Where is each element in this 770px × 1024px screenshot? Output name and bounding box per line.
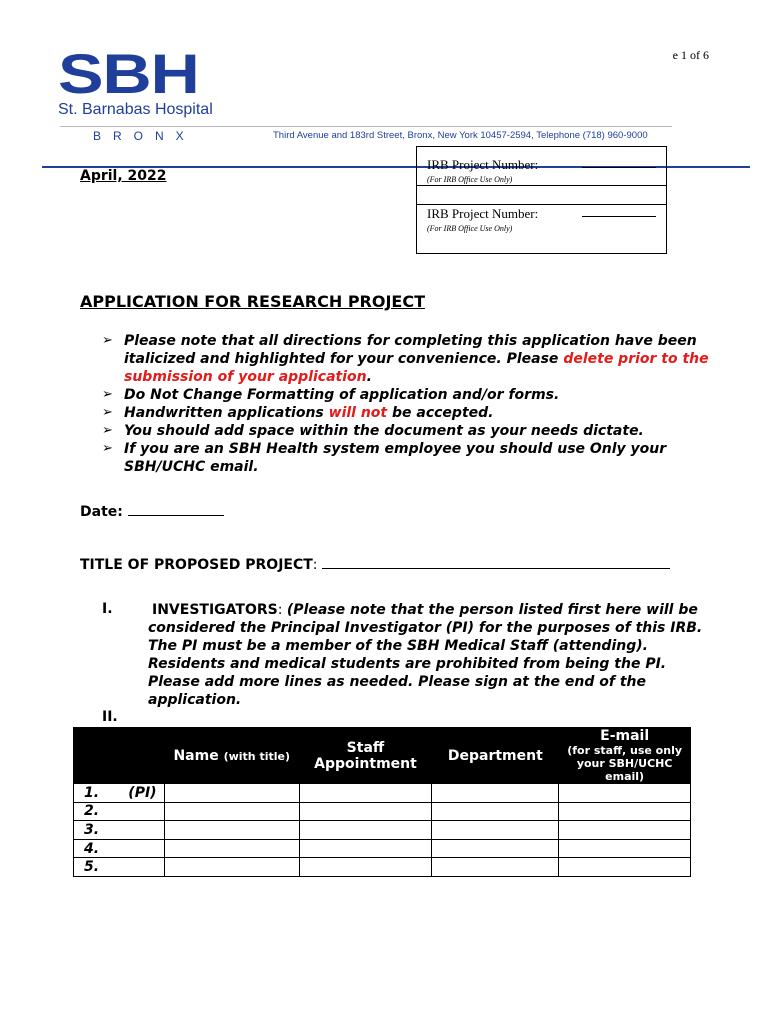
page-title: APPLICATION FOR RESEARCH PROJECT [80,292,426,311]
staff-cell[interactable] [299,839,432,858]
name-cell[interactable] [164,839,299,858]
row-label: 4. [74,839,165,858]
section-number: I. [102,601,113,617]
list-item [102,332,712,386]
department-cell[interactable] [432,802,559,821]
irb-label: IRB Project Number: [427,206,539,221]
letterhead-address: Third Avenue and 183rd Street, Bronx, New York 10457-2594, Telephone (718) 960-9000 [273,130,648,141]
row-label: 5. [74,858,165,877]
table-row [74,839,691,858]
row-label: 1. (PI) [74,784,165,803]
list-item [102,404,712,422]
name-cell[interactable] [164,821,299,840]
table-row [74,784,691,803]
department-cell[interactable] [432,784,559,803]
instruction-text: . [366,369,372,385]
section-label: INVESTIGATORS [152,602,278,618]
date-field [80,504,224,520]
instruction-text: Please note that all directions for completing this application have been italicized and highlighted for your convenience. Please [124,333,697,367]
email-cell[interactable] [559,802,691,821]
date-label: Date: [80,504,123,520]
page-number: e 1 of 6 [672,48,709,62]
arrow-bullet-icon: ➢ [102,405,113,420]
table-row [74,858,691,877]
irb-sub-label: (For IRB Office Use Only) [427,224,513,233]
instructions-list [102,332,712,476]
logo-hospital-name: St. Barnabas Hospital [58,101,213,118]
project-title-field: TITLE OF PROPOSED PROJECT: [80,557,670,573]
table-row [74,821,691,840]
column-header-department: Department [432,728,559,784]
section-number: II. [102,709,118,725]
instruction-text: You should add space within the document as your needs dictate. [124,423,644,439]
instruction-text: If you are an SBH Health system employee you should use Only your SBH/UCHC email. [124,441,667,475]
irb-blank[interactable] [582,167,656,168]
column-header-number [74,728,165,784]
email-cell[interactable] [559,784,691,803]
arrow-bullet-icon: ➢ [102,387,113,402]
list-item [102,386,712,404]
staff-cell[interactable] [299,858,432,877]
instruction-text: Handwritten applications [124,405,329,421]
logo-wordmark: SBH [58,42,199,105]
row-label: 2. [74,802,165,821]
investigators-table [73,727,691,877]
instruction-text: Do Not Change Formatting of application and/or forms. [124,387,560,403]
sbh-logo [58,42,213,119]
column-header-email: E-mail (for staff, use only your SBH/UCHC email) [559,728,691,784]
letterhead-divider [60,126,672,127]
instruction-highlight: will not [328,405,388,421]
section-instructions: (Please note that the person listed first here will be considered the Principal Investigator (PI) for the purposes of this IRB. The PI must be a member of the SBH Medical Staff (attending). Residents and medical students are prohibited from being the PI. Please add more lines as needed. Please sign at the end of the application. [148,602,703,708]
irb-blank[interactable] [582,216,656,217]
arrow-bullet-icon: ➢ [102,333,113,348]
staff-cell[interactable] [299,821,432,840]
email-cell[interactable] [559,858,691,877]
department-cell[interactable] [432,858,559,877]
table-row [74,802,691,821]
name-cell[interactable] [164,858,299,877]
irb-sub-label: (For IRB Office Use Only) [427,175,513,184]
irb-divider [416,204,667,205]
instruction-text: be accepted. [387,405,494,421]
document-date: April, 2022 [80,168,167,184]
name-cell[interactable] [164,784,299,803]
column-header-staff: Staff Appointment [299,728,432,784]
arrow-bullet-icon: ➢ [102,441,113,456]
list-item [102,422,712,440]
investigators-section: INVESTIGATORS: (Please note that the person listed first here will be considered the Principal Investigator (PI) for the purposes of this IRB. The PI must be a member of the SBH Medical Staff (attending). Residents and medical students are prohibited from being the PI. Please add more lines as needed. Please sign at the end of the application. [148,602,703,708]
instruction-highlight: delete prior to the submission of your application [124,351,709,385]
date-blank[interactable] [128,504,224,516]
project-title-label: TITLE OF PROPOSED PROJECT [80,557,313,573]
department-cell[interactable] [432,821,559,840]
table-header-row [74,728,691,784]
irb-number-box [416,146,667,254]
email-cell[interactable] [559,839,691,858]
list-item [102,440,712,476]
email-cell[interactable] [559,821,691,840]
irb-divider [416,185,667,186]
staff-cell[interactable] [299,784,432,803]
name-cell[interactable] [164,802,299,821]
staff-cell[interactable] [299,802,432,821]
column-header-name: Name (with title) [164,728,299,784]
project-title-blank[interactable] [322,557,670,569]
row-label: 3. [74,821,165,840]
irb-label: IRB Project Number: [427,157,539,172]
department-cell[interactable] [432,839,559,858]
logo-bronx: BRONX [93,129,196,143]
arrow-bullet-icon: ➢ [102,423,113,438]
